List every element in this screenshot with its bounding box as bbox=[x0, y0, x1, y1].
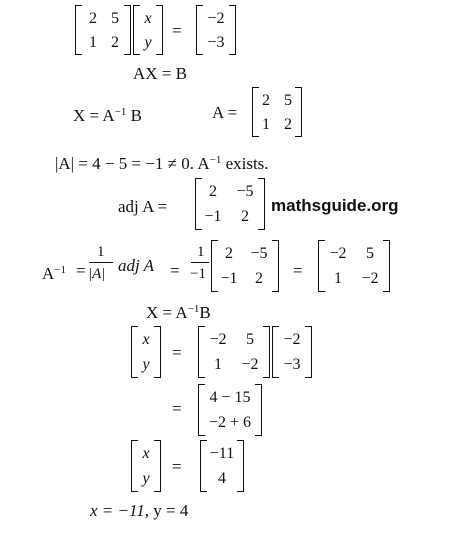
cell: −3 bbox=[207, 34, 225, 51]
inverse-matrix-step bbox=[198, 326, 270, 378]
adj-label: adj A = bbox=[118, 197, 168, 216]
cell: y bbox=[142, 356, 150, 373]
adj-matrix bbox=[195, 178, 265, 230]
cell: 2 bbox=[284, 116, 292, 133]
equals: = bbox=[172, 399, 182, 418]
a-label: A = bbox=[212, 103, 238, 122]
cell: −2 + 6 bbox=[208, 414, 252, 431]
rhs-vector-step bbox=[272, 326, 312, 378]
inverse-lhs bbox=[42, 262, 66, 282]
fraction-bar bbox=[191, 262, 209, 263]
answer-y: y = 4 bbox=[148, 501, 189, 520]
x-formula-lhs: X = A bbox=[146, 303, 188, 322]
cell: y bbox=[144, 34, 152, 51]
cell: 1 bbox=[262, 116, 270, 133]
inverse-superscript: −1 bbox=[209, 154, 222, 166]
equals: = bbox=[293, 261, 303, 280]
variable-vector bbox=[131, 326, 161, 378]
cell: −2 bbox=[207, 10, 225, 27]
cell: 5 bbox=[284, 92, 292, 109]
inverse-lhs-a: A bbox=[42, 264, 55, 283]
cell: −2 bbox=[283, 331, 301, 348]
cell: 1 bbox=[214, 356, 222, 373]
cell: −5 bbox=[250, 245, 268, 262]
cell: −1 bbox=[204, 208, 222, 225]
system-matrix bbox=[75, 5, 131, 55]
cell: x bbox=[142, 331, 150, 348]
inverse-superscript: −1 bbox=[114, 106, 127, 118]
cell: −3 bbox=[283, 356, 301, 373]
variable-vector bbox=[133, 5, 163, 55]
equals: = bbox=[172, 21, 182, 40]
cell: −5 bbox=[236, 183, 254, 200]
fraction-denominator: |A| bbox=[88, 266, 106, 282]
fraction-numerator: 1 bbox=[97, 244, 105, 260]
cell: 2 bbox=[209, 183, 217, 200]
rhs-vector bbox=[196, 5, 236, 55]
equals: = bbox=[172, 457, 182, 476]
adj-matrix-copy bbox=[211, 240, 279, 292]
inverse-matrix bbox=[318, 240, 390, 292]
fraction-bar bbox=[89, 262, 113, 263]
x-formula-rhs: B bbox=[199, 303, 211, 322]
equals: = bbox=[172, 343, 182, 362]
a-matrix bbox=[252, 87, 302, 137]
cell: 1 bbox=[89, 34, 97, 51]
solution-vector bbox=[200, 440, 244, 492]
ax-equation: AX = B bbox=[133, 64, 187, 83]
fraction-denominator: −1 bbox=[190, 266, 206, 282]
cell: −2 bbox=[209, 331, 227, 348]
x-formula-rhs: B bbox=[126, 106, 143, 125]
cell: 5 bbox=[111, 10, 119, 27]
cell: −2 bbox=[361, 270, 379, 287]
cell: 4 − 15 bbox=[209, 389, 251, 406]
cell: 2 bbox=[111, 34, 119, 51]
cell: 2 bbox=[89, 10, 97, 27]
cell: 2 bbox=[262, 92, 270, 109]
determinant-line bbox=[55, 152, 269, 172]
cell: 2 bbox=[241, 208, 249, 225]
inverse-superscript: −1 bbox=[187, 303, 200, 315]
x-formula-lhs: X = A bbox=[73, 106, 115, 125]
cell: −2 bbox=[241, 356, 259, 373]
cell: 1 bbox=[334, 270, 342, 287]
adj-text: adj A bbox=[118, 256, 155, 275]
fraction-numerator: 1 bbox=[197, 244, 205, 260]
cell: 5 bbox=[366, 245, 374, 262]
determinant-text: |A| = 4 − 5 = −1 ≠ 0. A bbox=[55, 154, 210, 173]
cell: −2 bbox=[329, 245, 347, 262]
answer-x: x = −11, bbox=[90, 501, 149, 520]
equals: = bbox=[76, 261, 86, 280]
watermark: mathsguide.org bbox=[271, 196, 399, 215]
inverse-superscript: −1 bbox=[54, 264, 66, 276]
cell: x bbox=[142, 445, 150, 462]
x-formula-2 bbox=[146, 301, 211, 321]
cell: x bbox=[144, 10, 152, 27]
cell: −11 bbox=[209, 445, 235, 462]
equals: = bbox=[170, 261, 180, 280]
cell: 5 bbox=[246, 331, 254, 348]
cell: −1 bbox=[220, 270, 238, 287]
x-formula bbox=[73, 104, 142, 124]
determinant-tail: exists. bbox=[221, 154, 269, 173]
product-vector bbox=[198, 384, 262, 436]
final-answer bbox=[90, 502, 188, 519]
variable-vector bbox=[131, 440, 161, 492]
cell: y bbox=[142, 470, 150, 487]
cell: 2 bbox=[255, 270, 263, 287]
cell: 4 bbox=[218, 470, 226, 487]
cell: 2 bbox=[225, 245, 233, 262]
